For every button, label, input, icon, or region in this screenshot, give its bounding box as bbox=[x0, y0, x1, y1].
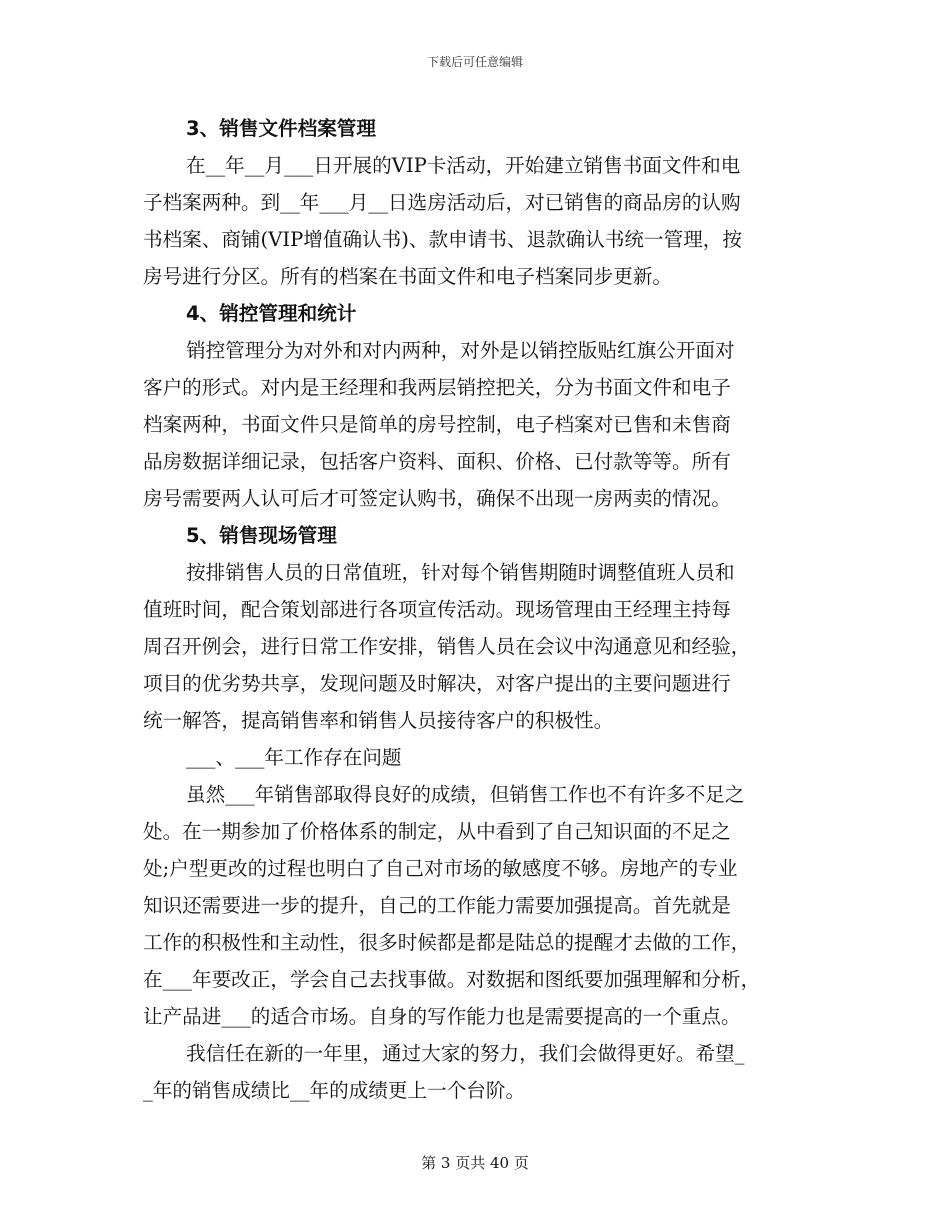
section-heading: 3、销售文件档案管理 bbox=[186, 117, 376, 140]
paragraph-line: 统一解答，提高销售率和销售人员接待客户的积极性。 bbox=[143, 709, 614, 732]
paragraph-line: 处;户型更改的过程也明白了自己对市场的敏感度不够。房地产的专业 bbox=[143, 857, 738, 880]
paragraph-line: 工作的积极性和主动性，很多时候都是都是陆总的提醒才去做的工作， bbox=[143, 931, 751, 954]
paragraph-line: _年的销售成绩比__年的成绩更上一个台阶。 bbox=[143, 1079, 526, 1102]
paragraph-line: 子档案两种。到__年___月__日选房活动后，对已销售的商品房的认购 bbox=[143, 191, 741, 214]
page-number: 第 3 页共 40 页 bbox=[421, 1154, 529, 1172]
paragraph-line: 处。在一期参加了价格体系的制定，从中看到了自己知识面的不足之 bbox=[143, 820, 731, 843]
paragraph-line: 销控管理分为对外和对内两种，对外是以销控版贴红旗公开面对 bbox=[186, 339, 735, 362]
paragraph-line: 知识还需要进一步的提升，自己的工作能力需要加强提高。首先就是 bbox=[143, 894, 731, 917]
paragraph-line: 房号进行分区。所有的档案在书面文件和电子档案同步更新。 bbox=[143, 265, 673, 288]
section-heading: 5、销售现场管理 bbox=[186, 524, 337, 547]
page-header: 下载后可任意编辑 bbox=[426, 55, 523, 69]
paragraph-line: 在___年要改正，学会自己去找事做。对数据和图纸要加强理解和分析， bbox=[143, 968, 761, 991]
paragraph-line: 项目的优劣势共享，发现问题及时解决，对客户提出的主要问题进行 bbox=[143, 672, 731, 695]
section-heading: 4、销控管理和统计 bbox=[186, 302, 357, 325]
paragraph-line: 品房数据详细记录，包括客户资料、面积、价格、已付款等等。所有 bbox=[143, 450, 731, 473]
paragraph-line: 房号需要两人认可后才可签定认购书，确保不出现一房两卖的情况。 bbox=[143, 487, 731, 510]
paragraph-line: ___、___年工作存在问题 bbox=[186, 746, 402, 769]
paragraph-line: 客户的形式。对内是王经理和我两层销控把关，分为书面文件和电子 bbox=[143, 376, 731, 399]
paragraph-line: 值班时间，配合策划部进行各项宣传活动。现场管理由王经理主持每 bbox=[143, 598, 731, 621]
paragraph-line: 周召开例会，进行日常工作安排，销售人员在会议中沟通意见和经验， bbox=[143, 635, 751, 658]
paragraph-line: 虽然___年销售部取得良好的成绩，但销售工作也不有许多不足之 bbox=[186, 783, 745, 806]
paragraph-line: 在__年__月___日开展的VIP卡活动，开始建立销售书面文件和电 bbox=[186, 154, 741, 177]
paragraph-line: 让产品进___的适合市场。自身的写作能力也是需要提高的一个重点。 bbox=[143, 1005, 741, 1028]
paragraph-line: 档案两种，书面文件只是简单的房号控制，电子档案对已售和未售商 bbox=[143, 413, 731, 436]
paragraph-line: 按排销售人员的日常值班，针对每个销售期随时调整值班人员和 bbox=[186, 561, 735, 584]
paragraph-line: 我信任在新的一年里，通过大家的努力，我们会做得更好。希望_ bbox=[186, 1042, 745, 1065]
paragraph-line: 书档案、商铺(VIP增值确认书)、款申请书、退款确认书统一管理，按 bbox=[143, 228, 742, 251]
document-body bbox=[143, 110, 811, 1109]
